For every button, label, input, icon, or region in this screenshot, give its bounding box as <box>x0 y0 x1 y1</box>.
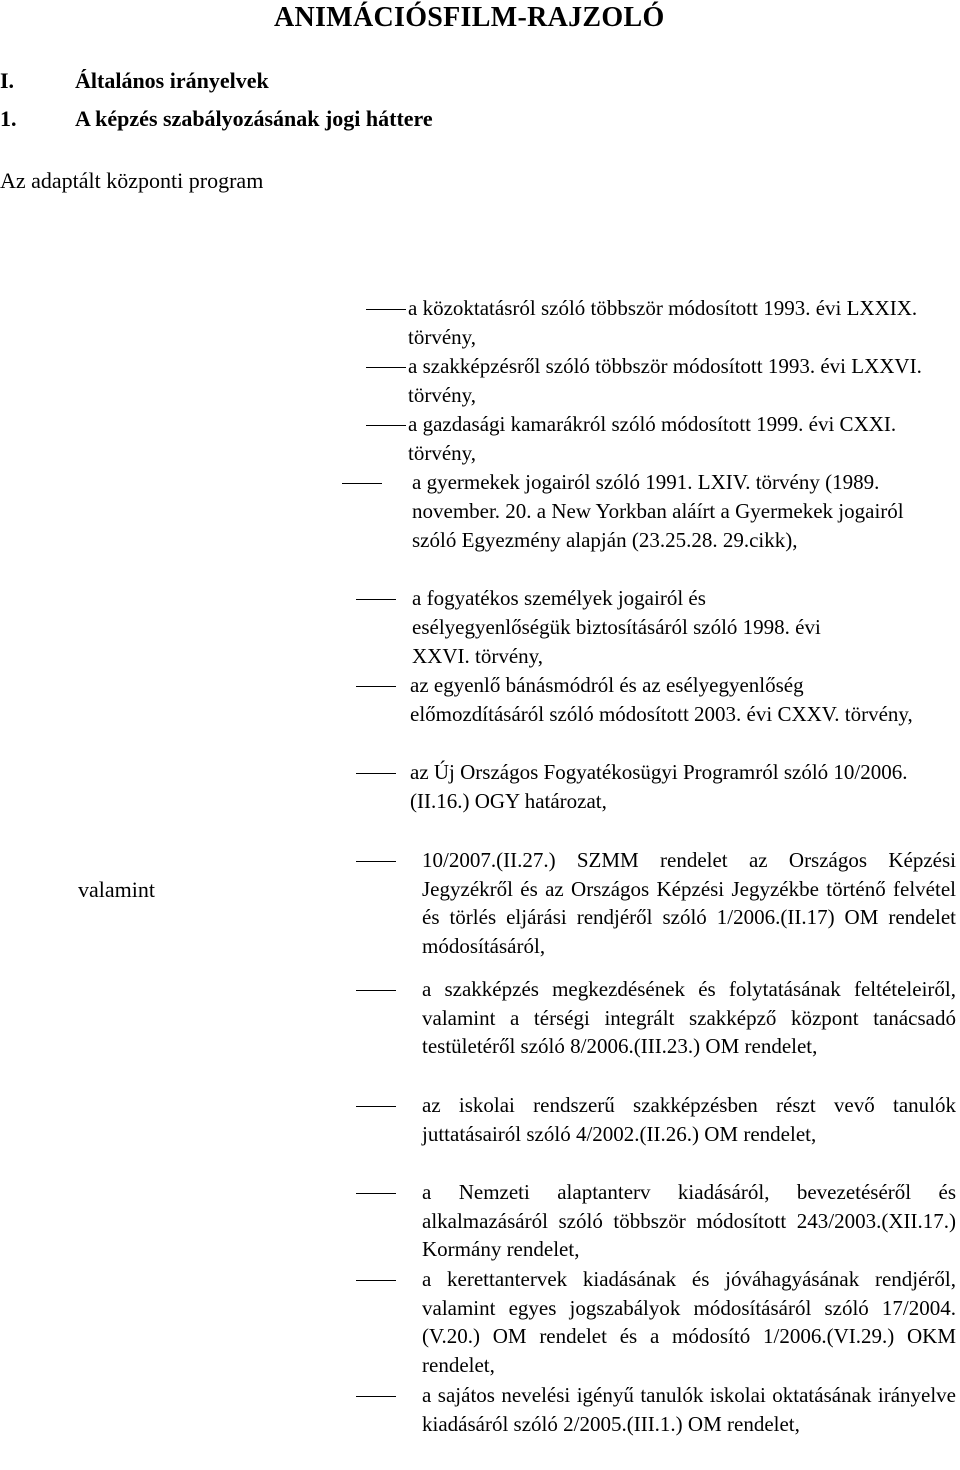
list-item-text: a fogyatékos személyek jogairól és esélyegyenlőségük biztosításáról szóló 1998. évi XXVI. törvény, <box>412 586 821 668</box>
list-item-text: a gyermekek jogairól szóló 1991. LXIV. törvény (1989. november. 20. a New Yorkban aláírt a Gyermekek jogairól szóló Egyezmény alapján (23.25.28. 29.cikk), <box>412 470 904 552</box>
dash-bullet <box>356 1193 396 1194</box>
dash-bullet <box>356 861 396 862</box>
section-heading <box>0 68 400 98</box>
dash-bullet <box>356 1396 396 1397</box>
list-item-text: a közoktatásról szóló többször módosított 1993. évi LXXIX. törvény, <box>408 296 918 349</box>
dash-bullet <box>366 309 406 310</box>
list-item-text: a szakképzésről szóló többször módosított 1993. évi LXXVI. törvény, <box>408 354 922 407</box>
list-item-text: az iskolai rendszerű szakképzésben részt vevő tanulók juttatásairól szóló 4/2002.(II.26.) OM rendelet, <box>422 1093 956 1146</box>
subsection-heading <box>0 106 600 136</box>
dash-bullet <box>356 1280 396 1281</box>
list-item-text: az egyenlő bánásmódról és az esélyegyenlőség előmozdításáról szóló módosított 2003. évi CXXV. törvény, <box>410 673 913 726</box>
dash-bullet <box>356 1106 396 1107</box>
list-item-text: a sajátos nevelési igényű tanulók iskolai oktatásának irányelve kiadásáról szóló 2/2005.(III.1.) OM rendelet, <box>422 1383 956 1436</box>
connector-text: valamint <box>78 877 155 902</box>
subsection-label: A képzés szabályozásának jogi háttere <box>75 106 433 131</box>
intro-text: Az adaptált központi program <box>0 168 264 193</box>
document-title: ANIMÁCIÓSFILM-RAJZOLÓ <box>274 2 665 33</box>
dash-bullet <box>342 483 382 484</box>
dash-bullet <box>356 773 396 774</box>
list-item-text: a szakképzés megkezdésének és folytatásának feltételeiről, valamint a térségi integrált szakképző központ tanácsadó testületéről szóló 8/2006.(III.23.) OM rendelet, <box>422 977 956 1058</box>
list-item-text: az Új Országos Fogyatékosügyi Programról szóló 10/2006.(II.16.) OGY határozat, <box>410 760 908 813</box>
list-item-text: a kerettantervek kiadásának és jóváhagyásának rendjéről, valamint egyes jogszabályok módosításáról szóló 17/2004.(V.20.) OM rendelet és a módosító 1/2006.(VI.29.) OKM rendelet, <box>422 1267 956 1377</box>
list-item-text: a Nemzeti alaptanterv kiadásáról, bevezetéséről és alkalmazásáról szóló többször módosított 243/2003.(XII.17.) Kormány rendelet, <box>422 1180 956 1261</box>
dash-bullet <box>356 599 396 600</box>
subsection-number: 1. <box>0 106 17 131</box>
dash-bullet <box>366 367 406 368</box>
section-number: I. <box>0 68 15 93</box>
dash-bullet <box>356 686 396 687</box>
dash-bullet <box>356 990 396 991</box>
list-item-text: 10/2007.(II.27.) SZMM rendelet az Országos Képzési Jegyzékről és az Országos Képzési Jegyzékbe történő felvétel és törlés eljárási rendjéről szóló 1/2006.(II.17) OM rendelet módosításáról, <box>422 848 956 958</box>
list-item-text: a gazdasági kamarákról szóló módosított 1999. évi CXXI. törvény, <box>408 412 897 465</box>
dash-bullet <box>366 425 406 426</box>
section-label: Általános irányelvek <box>75 68 269 93</box>
